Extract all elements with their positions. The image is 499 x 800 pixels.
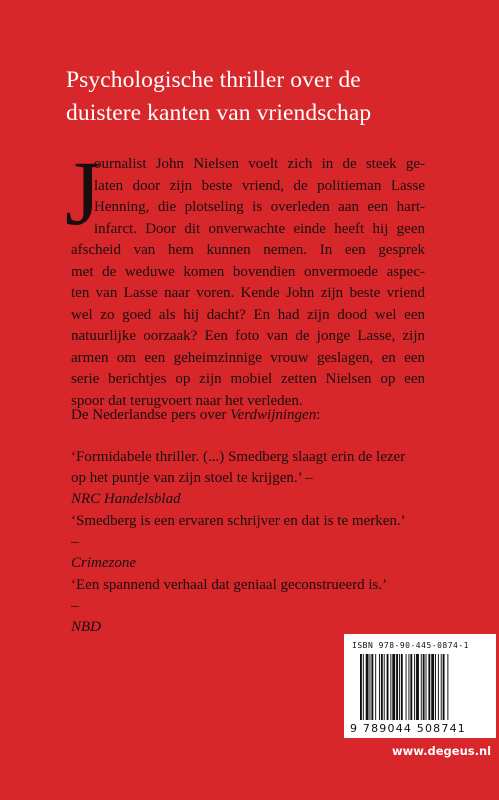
blurb-line: spoor dat terugvoert naar het verleden. — [71, 392, 303, 409]
blurb-line: armen om een geheimzinnige vrouw geslagen, en een — [71, 349, 425, 366]
barcode-bar — [406, 654, 407, 720]
blurb-line: serie berichtjes op zijn mobiel zetten Nielsen op een — [71, 371, 425, 387]
quote-line-text: – — [71, 598, 79, 614]
barcode-bar — [379, 654, 380, 720]
barcode-bar — [392, 654, 395, 720]
barcode-bar — [370, 654, 371, 720]
publisher-website: www.degeus.nl — [392, 744, 492, 758]
barcode-bar — [435, 654, 436, 720]
barcode-bar — [363, 654, 364, 720]
quote-line — [71, 468, 441, 510]
barcode-label — [344, 634, 496, 738]
press-quote — [71, 511, 441, 574]
blurb-line: afscheid van hem kunnen nemen. In een gesprek — [71, 242, 425, 258]
barcode-bar — [366, 654, 369, 720]
barcode-bar — [421, 654, 422, 720]
barcode-bar — [410, 654, 412, 720]
barcode-bar — [428, 654, 430, 720]
blurb-line: Henning, die plotseling is overleden aan een hart- — [94, 199, 425, 215]
book-title: Verdwijningen — [230, 407, 317, 423]
barcode-bar — [390, 654, 391, 720]
barcode-bar — [447, 654, 448, 720]
barcode-bar — [401, 654, 403, 720]
barcode-bar — [384, 654, 385, 720]
blurb-text — [71, 154, 425, 412]
quote-line-text: – — [71, 534, 79, 550]
barcode-bar — [381, 654, 383, 720]
barcode-bar — [396, 654, 398, 720]
blurb-line: wel zo goed als hij dacht? En had zijn dood wel een — [71, 306, 425, 323]
headline — [66, 64, 466, 130]
barcode-bar — [371, 654, 373, 720]
blurb-line: infarct. Door dit onverwachte einde heeft hij geen — [94, 220, 425, 237]
headline-line-1: Psychologische thriller over de — [66, 67, 361, 93]
barcode-bar — [399, 654, 400, 720]
quote-source: NRC Handelsblad — [71, 491, 181, 507]
barcode-bar — [438, 654, 439, 720]
press-intro-end: : — [316, 407, 321, 423]
blurb-line: natuurlijke oorzaak? Een foto van de jonge Lasse, zijn — [71, 328, 425, 344]
press-intro-text: De Nederlandse pers over — [71, 407, 231, 423]
barcode-bar — [441, 654, 442, 720]
blurb-line: met de weduwe komen bovendien onvermoede aspec- — [71, 263, 425, 280]
barcode-icon — [358, 654, 488, 726]
drop-cap: J — [65, 142, 101, 244]
quote-source: NBD — [71, 619, 101, 635]
barcode-bar — [414, 654, 415, 720]
quote-line — [71, 596, 441, 638]
blurb-line: ten van Lasse naar voren. Kende John zijn beste vriend — [71, 285, 425, 301]
isbn-text: ISBN 978-90-445-0874-1 — [352, 641, 469, 650]
barcode-bar — [387, 654, 389, 720]
quote-line: ‘Formidabele thriller. (...) Smedberg slaagt erin de lezer — [71, 449, 406, 465]
barcode-bar — [375, 654, 376, 720]
barcode-bar — [416, 654, 419, 720]
quote-line-text: op het puntje van zijn stoel te krijgen.’ – — [71, 470, 313, 486]
barcode-bar — [431, 654, 434, 720]
barcode-bar — [360, 654, 362, 720]
press-quote — [71, 575, 441, 638]
quote-source: Crimezone — [71, 555, 136, 571]
press-quote — [71, 447, 441, 510]
barcode-bar — [426, 654, 427, 720]
barcode-bar — [408, 654, 409, 720]
quote-line: ‘Smedberg is een ervaren schrijver en dat is te merken.’ — [71, 513, 406, 529]
blurb-line: ournalist John Nielsen voelt zich in de steek ge- — [94, 156, 425, 172]
headline-line-2: duistere kanten van vriendschap — [66, 100, 372, 126]
press-intro — [71, 405, 320, 426]
barcode-bar — [423, 654, 425, 720]
quote-line: ‘Een spannend verhaal dat geniaal geconstrueerd is.’ — [71, 577, 388, 593]
blurb-line: laten door zijn beste vriend, de politieman Lasse — [94, 177, 425, 194]
quote-line — [71, 532, 441, 574]
barcode-number: 9 789044 508741 — [350, 722, 466, 735]
barcode-bar — [443, 654, 445, 720]
